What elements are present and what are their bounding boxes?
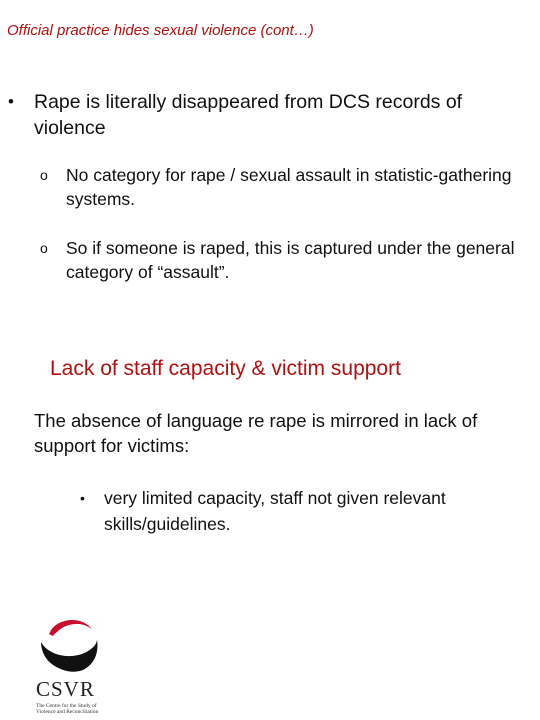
- bullet-circle-icon: o: [40, 240, 48, 256]
- bullet-circle-icon: o: [40, 167, 48, 183]
- sub-bullet-no-category: [40, 163, 520, 211]
- main-bullet: [8, 89, 528, 141]
- csvr-emblem-icon: [37, 614, 101, 676]
- capacity-bullet: [80, 485, 520, 537]
- bullet-dot-icon: •: [8, 92, 14, 111]
- capacity-bullet-text: very limited capacity, staff not given relevant skills/guidelines.: [104, 488, 446, 534]
- slide-title: Official practice hides sexual violence (cont…): [7, 22, 314, 39]
- body-paragraph: The absence of language re rape is mirrored in lack of support for victims:: [34, 410, 478, 456]
- logo-tagline: The Centre for the Study of Violence and Reconciliation: [36, 703, 99, 715]
- csvr-logo: [32, 614, 112, 718]
- bullet-dot-icon: •: [80, 490, 85, 506]
- sub-bullet-text: No category for rape / sexual assault in statistic-gathering systems.: [66, 165, 512, 209]
- logo-name: CSVR: [36, 677, 95, 701]
- sub-bullet-text: So if someone is raped, this is captured under the general category of “assault”.: [66, 238, 515, 282]
- sub-bullet-assault: [40, 236, 520, 284]
- main-bullet-text: Rape is literally disappeared from DCS records of violence: [34, 91, 463, 139]
- section-heading: Lack of staff capacity & victim support: [50, 357, 401, 380]
